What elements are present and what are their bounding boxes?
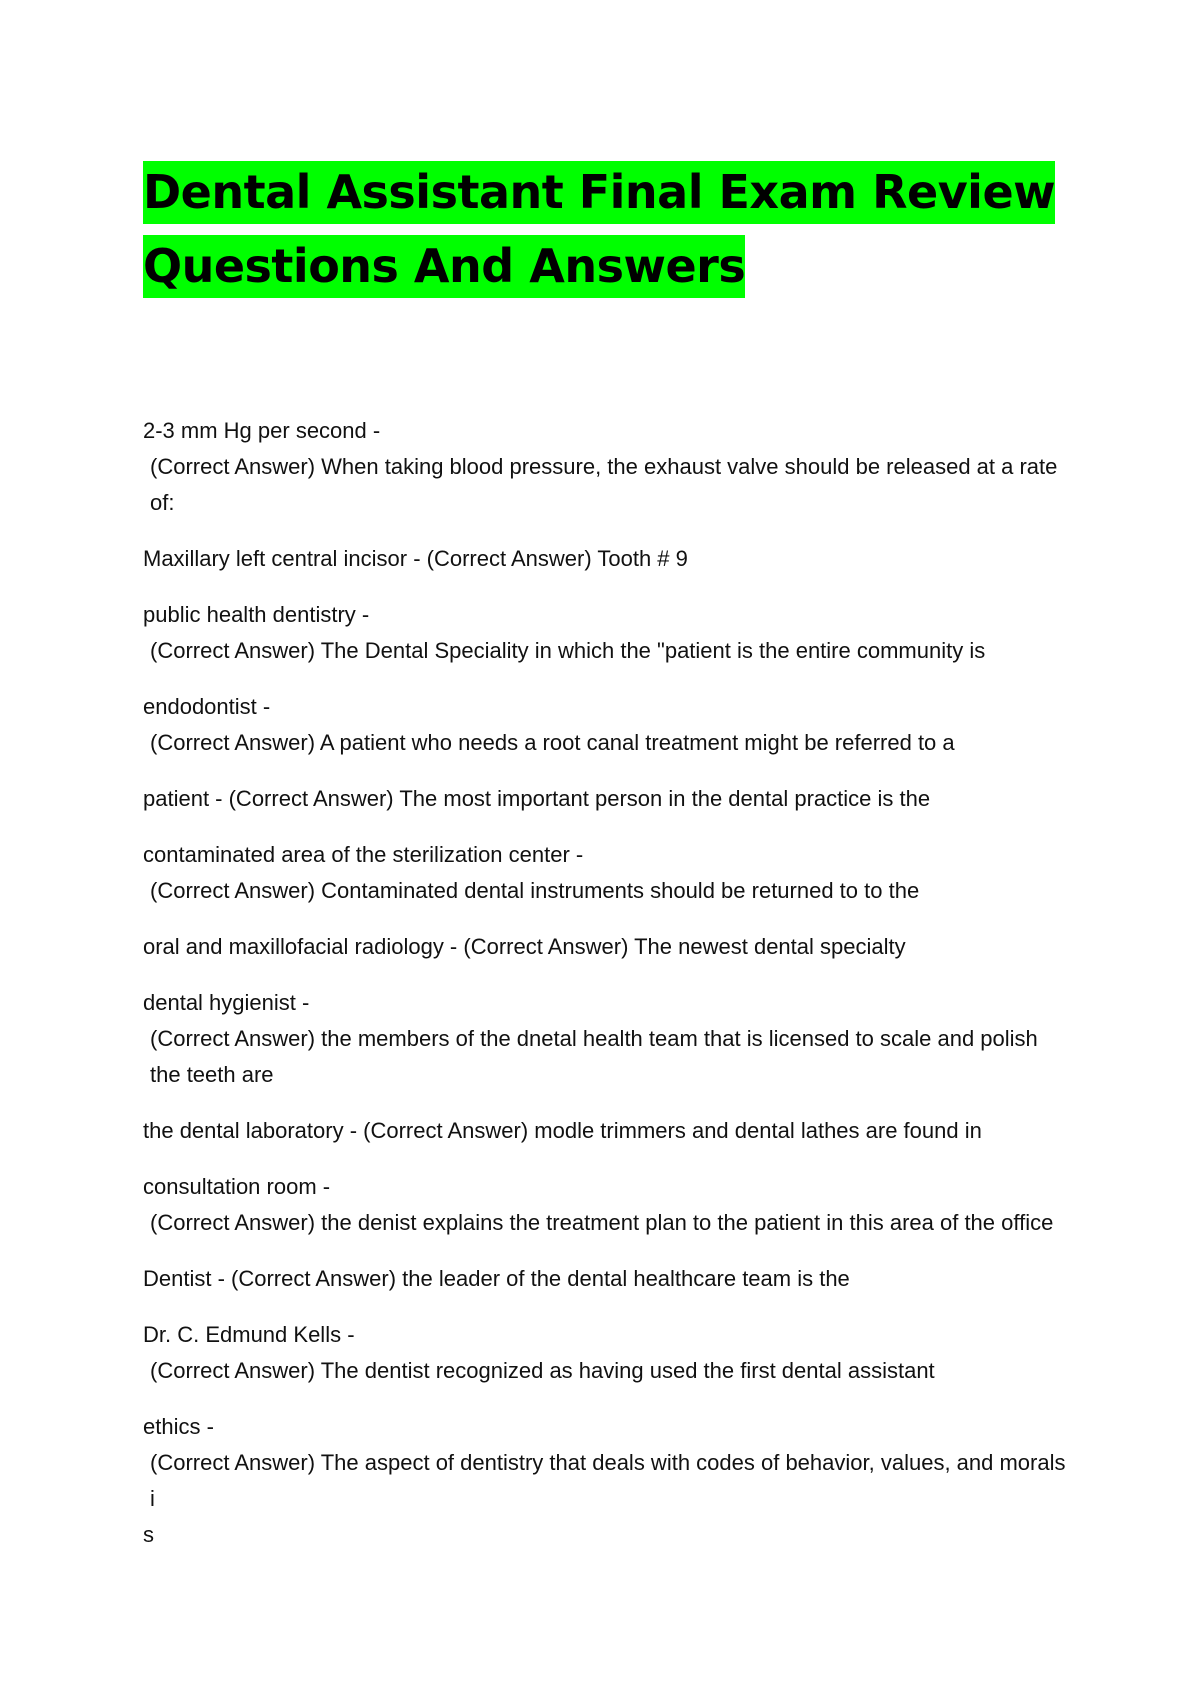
qa-term: Dr. C. Edmund Kells - [143, 1322, 355, 1347]
qa-answer: (Correct Answer) When taking blood pressure, the exhaust valve should be released at a rate of: [150, 454, 1064, 515]
qa-item [143, 837, 1068, 909]
qa-answer: (Correct Answer) The Dental Speciality in which the "patient is the entire community is [150, 638, 986, 663]
qa-item [143, 1261, 1068, 1297]
title-line-1: Dental Assistant Final Exam Review [143, 161, 1055, 224]
qa-term: contaminated area of the sterilization center - [143, 842, 584, 867]
qa-answer: (Correct Answer) The dentist recognized as having used the first dental assistant [150, 1358, 935, 1383]
qa-term: endodontist - [143, 694, 271, 719]
qa-item [143, 413, 1068, 521]
qa-item [143, 1409, 1072, 1553]
qa-term: consultation room - [143, 1174, 331, 1199]
qa-inline: Maxillary left central incisor - (Correct Answer) Tooth # 9 [143, 546, 688, 571]
qa-item [143, 1317, 1068, 1389]
qa-inline: oral and maxillofacial radiology - (Correct Answer) The newest dental specialty [143, 934, 906, 959]
qa-inline: Dentist - (Correct Answer) the leader of the dental healthcare team is the [143, 1266, 850, 1291]
qa-item [143, 541, 1068, 577]
qa-answer: (Correct Answer) A patient who needs a root canal treatment might be referred to a [150, 730, 955, 755]
qa-item [143, 1113, 1068, 1149]
qa-answer: (Correct Answer) the denist explains the treatment plan to the patient in this area of the office [150, 1210, 1054, 1235]
qa-inline: patient - (Correct Answer) The most important person in the dental practice is the [143, 786, 931, 811]
qa-answer-tail: s [143, 1522, 154, 1547]
qa-item [143, 929, 1068, 965]
qa-list [143, 413, 1072, 1573]
qa-term: dental hygienist - [143, 990, 310, 1015]
qa-item [143, 689, 1068, 761]
qa-item [143, 597, 1068, 669]
qa-item [143, 781, 1068, 817]
qa-term: public health dentistry - [143, 602, 370, 627]
qa-item [143, 985, 1068, 1093]
document-title [143, 155, 1063, 303]
qa-answer: (Correct Answer) the members of the dnetal health team that is licensed to scale and polish the teeth are [150, 1026, 1044, 1087]
qa-inline: the dental laboratory - (Correct Answer) modle trimmers and dental lathes are found in [143, 1118, 982, 1143]
qa-term: 2-3 mm Hg per second - [143, 418, 381, 443]
qa-answer: (Correct Answer) The aspect of dentistry that deals with codes of behavior, values, and morals i [150, 1450, 1072, 1511]
qa-answer: (Correct Answer) Contaminated dental instruments should be returned to to the [150, 878, 920, 903]
title-line-2: Questions And Answers [143, 235, 745, 298]
qa-term: ethics - [143, 1414, 214, 1439]
qa-item [143, 1169, 1068, 1241]
